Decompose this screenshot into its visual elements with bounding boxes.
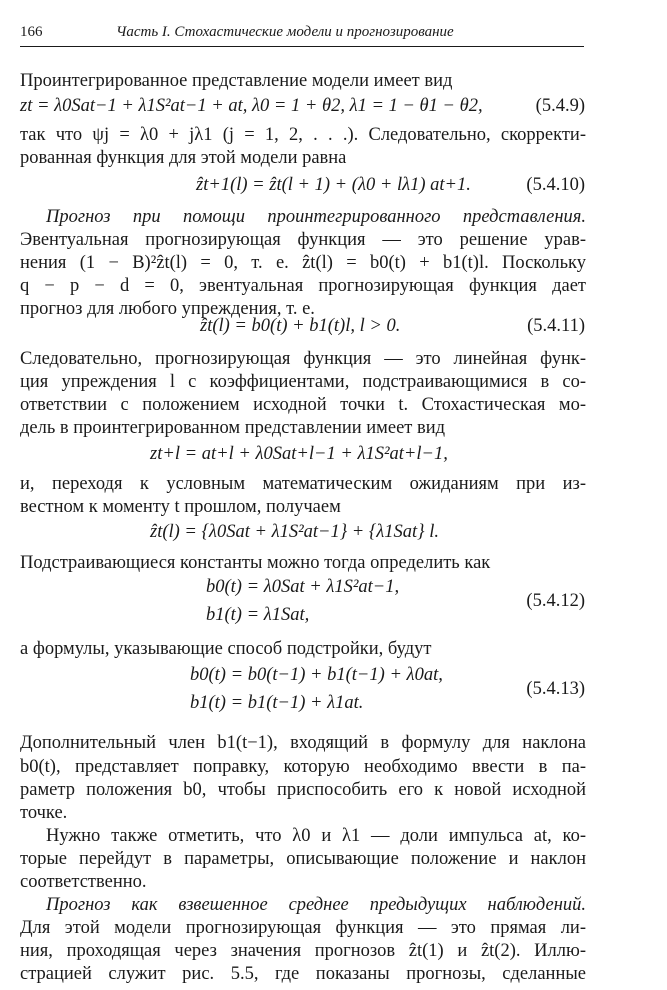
paragraph-line: страцией служит рис. 5.5, где показаны прогнозы, сделанные: [20, 964, 586, 984]
paragraph-line: q − p − d = 0, эвентуальная прогнозирующая функция дает: [20, 276, 586, 296]
paragraph-line: ция упреждения l с коэффициентами, подстраивающимися в со-: [20, 372, 586, 392]
paragraph-line: прогноз для любого упреждения, т. е.: [20, 299, 315, 319]
section-heading: Прогноз как взвешенное среднее предыдущих наблюдений.: [46, 895, 586, 915]
paragraph-line: Проинтегрированное представление модели имеет вид: [20, 71, 453, 91]
paragraph-line: Эвентуальная прогнозирующая функция — это решение урав-: [20, 230, 586, 250]
paragraph-line: ния, проходящая через значения прогнозов ẑt(1) и ẑt(2). Иллю-: [20, 941, 586, 961]
equation-5-4-12-a: b0(t) = λ0Sat + λ1S²at−1,: [206, 577, 400, 597]
paragraph-line: торые перейдут в параметры, описывающие положение и наклон: [20, 849, 586, 869]
equation-5-4-12-b: b1(t) = λ1Sat,: [206, 605, 310, 625]
equation-number: (5.4.10): [526, 175, 585, 195]
paragraph-line: дель в проинтегрированном представлении имеет вид: [20, 418, 446, 438]
paragraph-line: ответствии с положением исходной точки t. Стохастическая мо-: [20, 395, 586, 415]
equation-5-4-10: ẑt+1(l) = ẑt(l + 1) + (λ0 + lλ1) at+1.: [196, 175, 471, 195]
paragraph-line: вестном к моменту t прошлом, получаем: [20, 497, 341, 517]
paragraph-line: нения (1 − B)²ẑt(l) = 0, т. е. ẑt(l) = b0(t) + b1(t)l. Поскольку: [20, 253, 586, 273]
paragraph-line: а формулы, указывающие способ подстройки, будут: [20, 639, 432, 659]
equation-5-4-11: ẑt(l) = b0(t) + b1(t)l, l > 0.: [200, 316, 401, 336]
paragraph-line: Следовательно, прогнозирующая функция — это линейная функ-: [20, 349, 586, 369]
paragraph-line: Для этой модели прогнозирующая функция — это прямая ли-: [20, 918, 586, 938]
paragraph-line: раметр положения b0, чтобы приспособить его к новой исходной: [20, 780, 586, 800]
running-title: Часть I. Стохастические модели и прогнозирование: [116, 24, 454, 40]
equation-forecast: ẑt(l) = {λ0Sat + λ1S²at−1} + {λ1Sat} l.: [150, 522, 439, 542]
section-heading: Прогноз при помощи проинтегрированного представления.: [46, 207, 586, 227]
paragraph-line: рованная функция для этой модели равна: [20, 148, 347, 168]
paragraph-line: Подстраивающиеся константы можно тогда определить как: [20, 553, 491, 573]
paragraph-line: и, переходя к условным математическим ожиданиям при из-: [20, 474, 586, 494]
paragraph-line: Нужно также отметить, что λ0 и λ1 — доли импульса at, ко-: [46, 826, 586, 846]
equation-5-4-9: zt = λ0Sat−1 + λ1S²at−1 + at, λ0 = 1 + θ2, λ1 = 1 − θ1 − θ2,: [20, 96, 483, 116]
equation-5-4-13-a: b0(t) = b0(t−1) + b1(t−1) + λ0at,: [190, 665, 443, 685]
equation-number: (5.4.13): [526, 679, 585, 699]
equation-number: (5.4.9): [535, 96, 585, 116]
equation-5-4-13-b: b1(t) = b1(t−1) + λ1at.: [190, 693, 364, 713]
equation-number: (5.4.12): [526, 591, 585, 611]
equation-number: (5.4.11): [527, 316, 585, 336]
paragraph-line: точке.: [20, 803, 68, 823]
page-header: [20, 24, 584, 47]
equation-model: zt+l = at+l + λ0Sat+l−1 + λ1S²at+l−1,: [150, 444, 448, 464]
paragraph-line: b0(t), представляет поправку, которую необходимо ввести в па-: [20, 757, 586, 777]
paragraph-line: соответственно.: [20, 872, 147, 892]
paragraph-line: так что ψj = λ0 + jλ1 (j = 1, 2, . . .). Следовательно, скорректи-: [20, 125, 586, 145]
paragraph-line: Дополнительный член b1(t−1), входящий в формулу для наклона: [20, 733, 586, 753]
page-number: 166: [20, 24, 43, 40]
